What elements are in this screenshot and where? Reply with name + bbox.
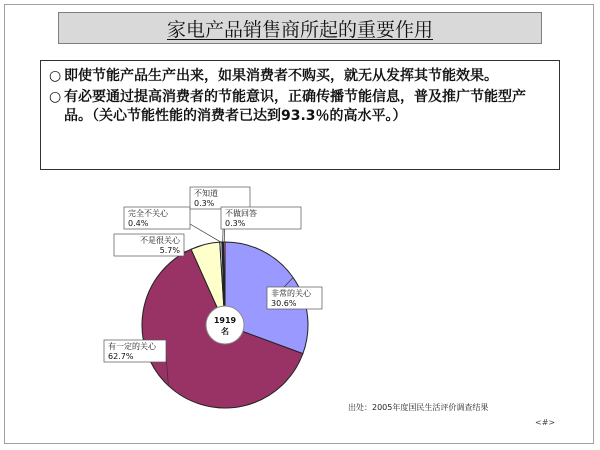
slice-label: 不知道 <box>194 189 218 198</box>
leader-line <box>190 224 221 242</box>
bullet-circle-icon: ○ <box>49 89 62 105</box>
bullet-circle-icon: ○ <box>49 68 62 84</box>
pie-center-count: 1919 <box>213 316 237 325</box>
slice-value: 0.4% <box>128 219 149 228</box>
slice-value: 30.6% <box>271 299 297 308</box>
slide-title: 家电产品销售商所起的重要作用 <box>166 18 433 41</box>
pie-center-circle <box>206 306 244 344</box>
slice-value: 0.3% <box>225 219 246 228</box>
slice-label: 不做回答 <box>225 209 257 218</box>
slice-label: 非常的关心 <box>271 289 311 298</box>
slice-label: 不是很关心 <box>140 236 180 245</box>
slice-value: 62.7% <box>108 352 134 361</box>
slice-value: 5.7% <box>159 246 180 255</box>
bullet-text: 即使节能产品生产出来，如果消费者不购买，就无从发挥其节能效果。 <box>64 68 498 84</box>
slice-value: 0.3% <box>194 199 215 208</box>
page-number: <#> <box>535 418 556 427</box>
pie-center-unit: 名 <box>221 327 229 336</box>
source-note: 出处：2005年度国民生活评价调查结果 <box>348 403 489 412</box>
bullet-text: 有必要通过提高消费者的节能意识，正确传播节能信息，普及推广节能型产品。（关心节能性能的消费者已达到93.3％的高水平。） <box>64 89 526 124</box>
slice-label: 完全不关心 <box>128 209 168 218</box>
slice-label: 有一定的关心 <box>108 342 156 351</box>
